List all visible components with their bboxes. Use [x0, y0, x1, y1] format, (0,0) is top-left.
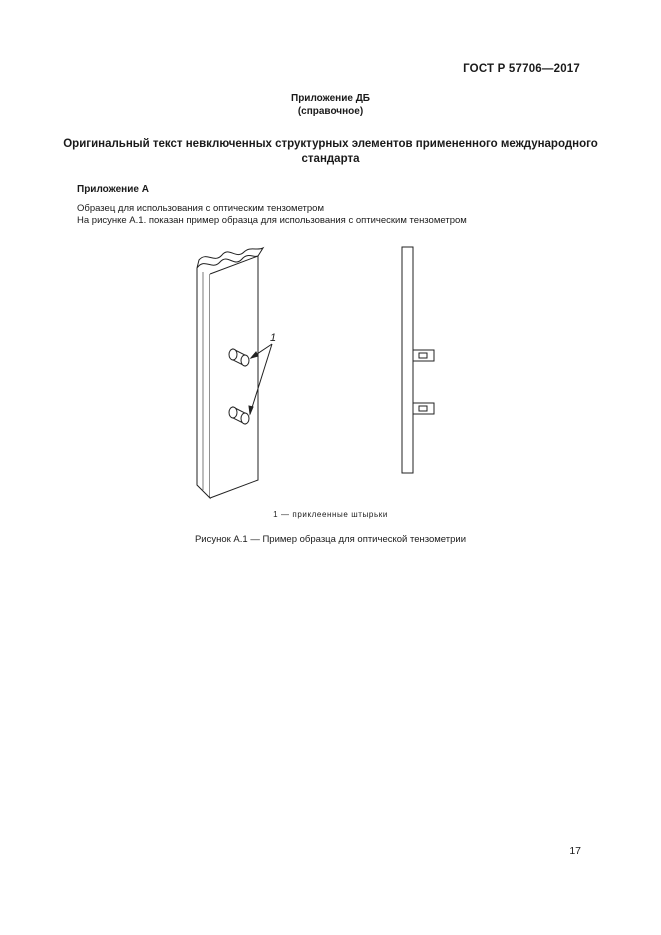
section-title: Оригинальный текст невключенных структурных элементов примененного международного стандарта	[63, 138, 598, 165]
specimen-front-face	[210, 256, 258, 498]
callout-number: 1	[270, 332, 277, 344]
plate-profile	[402, 247, 413, 473]
annex-status: (справочное)	[297, 106, 364, 117]
standard-code: ГОСТ Р 57706—2017	[463, 63, 580, 75]
specimen-side-face	[197, 268, 210, 498]
annex-title: Приложение ДБ	[291, 93, 370, 104]
side-pin-1	[413, 350, 434, 361]
subsection-heading: Приложение А	[77, 184, 149, 195]
figure-caption: Рисунок А.1 — Пример образца для оптической тензометрии	[194, 534, 467, 545]
specimen-perspective-drawing	[197, 248, 272, 498]
paragraph-1: Образец для использования с оптическим тензометром	[77, 203, 324, 214]
specimen-side-view	[402, 247, 434, 473]
paragraph-2: На рисунке А.1. показан пример образца для использования с оптическим тензометром	[77, 215, 467, 226]
page-number: 17	[569, 845, 581, 857]
figure-legend: 1 — приклеенные штырьки	[273, 510, 388, 519]
side-pin-2	[413, 403, 434, 414]
